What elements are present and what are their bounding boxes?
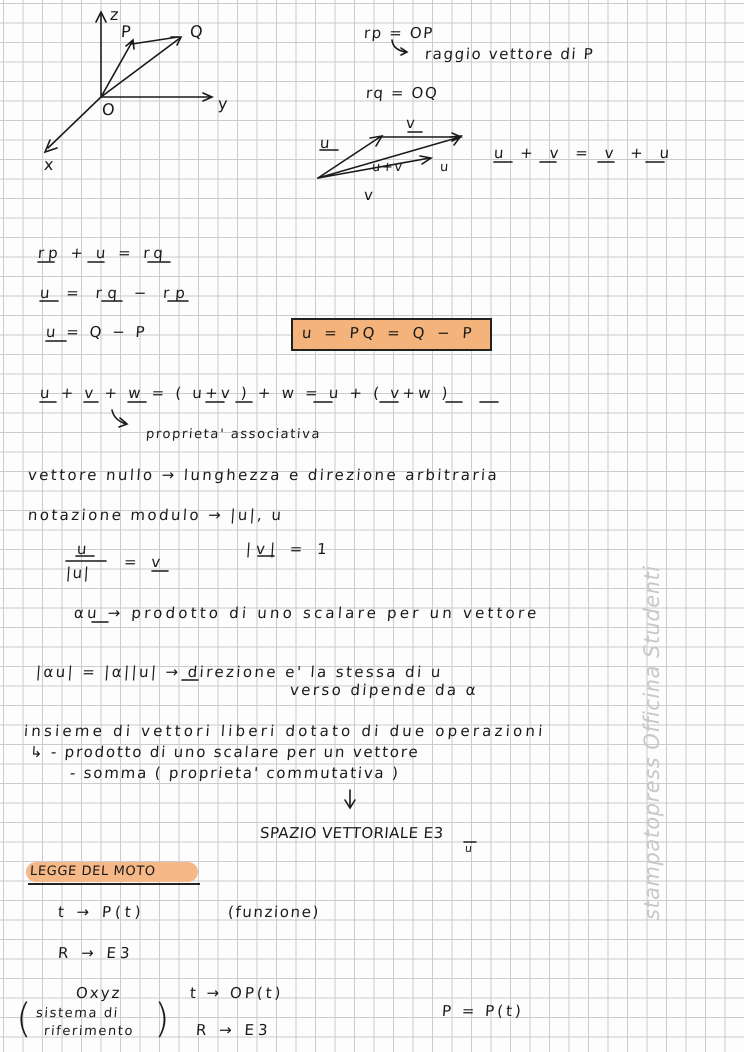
publisher-watermark: stampatopress Officina Studenti xyxy=(640,565,664,920)
associative-label: proprieta' associativa xyxy=(145,427,322,442)
frame-paren-right: ) xyxy=(154,996,170,1042)
associative-equation: u + v + w = ( u+v ) + w = u + ( v+w ) xyxy=(39,384,452,402)
frame-description-1: sistema di xyxy=(35,1006,120,1021)
modulus-notation-line: notazione modulo → |u|, u xyxy=(27,506,285,524)
boxed-equation: u = PQ = Q − P xyxy=(301,324,477,342)
frame-description-2: riferimento xyxy=(43,1024,135,1039)
rq-definition: rq = OQ xyxy=(365,84,439,102)
vector-op xyxy=(101,42,132,97)
vector-space-line-2: ↳ - prodotto di uno scalare per un vettore xyxy=(29,743,421,761)
scalar-modulus-line: |αu| = |α||u| → direzione e' la stessa di u xyxy=(35,663,444,681)
motion-law-2: R → E3 xyxy=(57,944,135,962)
axis-z-label: z xyxy=(109,5,121,24)
motion-law-1-note: (funzione) xyxy=(227,903,321,921)
vector-oq xyxy=(101,38,180,97)
axis-x-label: x xyxy=(43,155,56,174)
frame-equation-2: R → E3 xyxy=(195,1021,273,1039)
equation-2: u = rq − rp xyxy=(39,284,192,302)
point-p-label: P xyxy=(120,22,133,41)
position-equation: P = P(t) xyxy=(441,1002,525,1020)
diagram-v-top-label: v xyxy=(405,114,418,132)
diagram-u-label: u xyxy=(319,134,332,152)
equation-3: u = Q − P xyxy=(45,323,149,341)
vector-space-subscript: u xyxy=(464,842,475,855)
vector-space-line-1: insieme di vettori liberi dotato di due operazioni xyxy=(23,722,547,740)
motion-title-underline xyxy=(28,883,200,885)
equation-1: rp + u = rq xyxy=(37,244,168,262)
point-q-label: Q xyxy=(189,22,205,41)
unit-fraction-denominator: |u| xyxy=(65,564,92,582)
motion-title: LEGGE DEL MOTO xyxy=(29,864,157,879)
reference-frame-label: Oxyz xyxy=(75,984,123,1002)
vector-space-line-3: - somma ( proprieta' commutativa ) xyxy=(69,764,401,782)
vector-pq xyxy=(132,37,178,44)
x-axis xyxy=(48,97,101,148)
unit-norm: |v| = 1 xyxy=(245,540,333,558)
rp-definition: rp = OP xyxy=(363,24,435,42)
diagram-sum-label: u+v xyxy=(371,160,405,175)
origin-label: O xyxy=(101,100,117,119)
rp-description: raggio vettore di P xyxy=(424,45,595,63)
diagram-u-label-2: u xyxy=(439,160,451,175)
scalar-direction-line: verso dipende da α xyxy=(289,681,479,699)
motion-law-1: t → P(t) xyxy=(57,903,146,921)
frame-equation-1: t → OP(t) xyxy=(189,984,285,1002)
scalar-product-line: αu → prodotto di uno scalare per un vettore xyxy=(73,604,541,622)
unit-fraction-numerator: u xyxy=(76,540,89,558)
commutative-equation: u + v = v + u xyxy=(493,144,676,162)
null-vector-line: vettore nullo → lunghezza e direzione arbitraria xyxy=(27,466,500,484)
axis-y-label: y xyxy=(217,94,230,113)
frame-paren-left: ( xyxy=(16,996,32,1042)
diagram-v-bottom-label: v xyxy=(363,186,376,204)
unit-fraction-rhs: = v xyxy=(123,553,166,571)
vector-space-name: SPAZIO VETTORIALE E3 xyxy=(259,824,445,842)
